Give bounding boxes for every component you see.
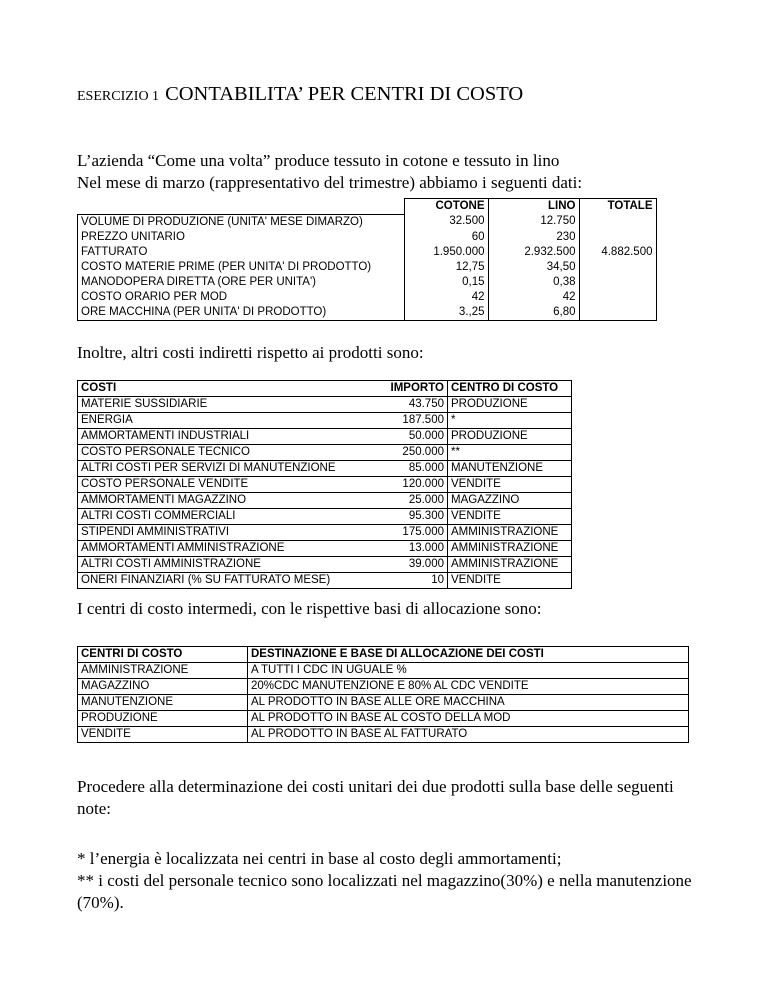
table-row — [78, 663, 689, 679]
table-row — [78, 509, 572, 525]
column-header-costi: COSTI — [78, 381, 385, 397]
cost-amount: 95.300 — [384, 509, 448, 525]
cell-lino: 230 — [488, 230, 579, 245]
table-row — [78, 493, 572, 509]
row-label: ORE MACCHINA (PER UNITA' DI PRODOTTO) — [78, 305, 405, 321]
table-row — [78, 711, 689, 727]
indirect-costs-table — [77, 380, 572, 589]
cost-center: MAGAZZINO — [448, 493, 572, 509]
cell-lino: 42 — [488, 290, 579, 305]
row-label: FATTURATO — [78, 245, 405, 260]
cell-totale — [579, 275, 656, 290]
cell-cotone: 3.,25 — [404, 305, 488, 321]
cost-name: ALTRI COSTI COMMERCIALI — [78, 509, 385, 525]
cell-totale — [579, 260, 656, 275]
cost-center: VENDITE — [448, 509, 572, 525]
cost-name: ONERI FINANZIARI (% SU FATTURATO MESE) — [78, 573, 385, 589]
cost-center-name: MAGAZZINO — [78, 679, 248, 695]
cell-lino: 34,50 — [488, 260, 579, 275]
exercise-number: ESERCIZIO 1 — [77, 89, 160, 104]
row-label: PREZZO UNITARIO — [78, 230, 405, 245]
row-label: COSTO ORARIO PER MOD — [78, 290, 405, 305]
table-row — [78, 695, 689, 711]
cost-center-name: PRODUZIONE — [78, 711, 248, 727]
exercise-heading: CONTABILITA’ PER CENTRI DI COSTO — [165, 83, 524, 105]
cell-totale: 4.882.500 — [579, 245, 656, 260]
cost-name: ALTRI COSTI PER SERVIZI DI MANUTENZIONE — [78, 461, 385, 477]
cost-amount: 50.000 — [384, 429, 448, 445]
cost-name: AMMORTAMENTI INDUSTRIALI — [78, 429, 385, 445]
table-row — [78, 290, 657, 305]
note-energy: * l’energia è localizzata nei centri in base al costo degli ammortamenti; — [77, 849, 562, 868]
cost-amount: 25.000 — [384, 493, 448, 509]
cell-lino: 2.932.500 — [488, 245, 579, 260]
cell-totale — [579, 290, 656, 305]
table-row — [78, 541, 572, 557]
table-row — [78, 260, 657, 275]
table-header-row — [78, 381, 572, 397]
cost-center-name: MANUTENZIONE — [78, 695, 248, 711]
table-row — [78, 679, 689, 695]
column-header-destinazione: DESTINAZIONE E BASE DI ALLOCAZIONE DEI COSTI — [248, 647, 689, 663]
table-row — [78, 445, 572, 461]
cost-centers-table — [77, 646, 689, 743]
allocation-base: AL PRODOTTO IN BASE AL COSTO DELLA MOD — [248, 711, 689, 727]
intro-line-2: Nel mese di marzo (rappresentativo del trimestre) abbiamo i seguenti dati: — [77, 173, 583, 192]
cost-center: VENDITE — [448, 573, 572, 589]
cell-cotone: 1.950.000 — [404, 245, 488, 260]
cost-amount: 175.000 — [384, 525, 448, 541]
allocation-base: AL PRODOTTO IN BASE AL FATTURATO — [248, 727, 689, 743]
cost-center: PRODUZIONE — [448, 429, 572, 445]
cost-center: ** — [448, 445, 572, 461]
intro-line-1: L’azienda “Come una volta” produce tessuto in cotone e tessuto in lino — [77, 151, 560, 170]
table-row — [78, 461, 572, 477]
notes-section — [77, 848, 717, 914]
cost-name: AMMORTAMENTI MAGAZZINO — [78, 493, 385, 509]
cost-name: COSTO PERSONALE VENDITE — [78, 477, 385, 493]
table-row — [78, 230, 657, 245]
column-header-lino: LINO — [488, 199, 579, 215]
row-label: COSTO MATERIE PRIME (PER UNITA' DI PRODOTTO) — [78, 260, 405, 275]
cost-amount: 10 — [384, 573, 448, 589]
table-row — [78, 573, 572, 589]
other-costs-intro: Inoltre, altri costi indiretti rispetto ai prodotti sono: — [77, 343, 424, 362]
table-row — [78, 305, 657, 321]
table-header-row — [78, 199, 657, 215]
cost-name: MATERIE SUSSIDIARIE — [78, 397, 385, 413]
table-row — [78, 275, 657, 290]
allocation-base: 20%CDC MANUTENZIONE E 80% AL CDC VENDITE — [248, 679, 689, 695]
intro-paragraph — [77, 150, 582, 194]
column-header-cotone: COTONE — [404, 199, 488, 215]
cost-amount: 85.000 — [384, 461, 448, 477]
cell-lino: 6,80 — [488, 305, 579, 321]
table-header-row — [78, 647, 689, 663]
table-row — [78, 429, 572, 445]
cell-totale — [579, 230, 656, 245]
note-technical-staff: ** i costi del personale tecnico sono localizzati nel magazzino(30%) e nella manutenzione (70%). — [77, 871, 692, 912]
cost-amount: 120.000 — [384, 477, 448, 493]
cost-name: ALTRI COSTI AMMINISTRAZIONE — [78, 557, 385, 573]
cell-cotone: 32.500 — [404, 214, 488, 230]
cost-amount: 39.000 — [384, 557, 448, 573]
cost-center: AMMINISTRAZIONE — [448, 541, 572, 557]
exercise-title — [77, 83, 523, 106]
cell-totale — [579, 305, 656, 321]
column-header-centri: CENTRI DI COSTO — [78, 647, 248, 663]
cost-name: COSTO PERSONALE TECNICO — [78, 445, 385, 461]
column-header-centro: CENTRO DI COSTO — [448, 381, 572, 397]
cell-cotone: 0,15 — [404, 275, 488, 290]
table-row — [78, 413, 572, 429]
cost-center: PRODUZIONE — [448, 397, 572, 413]
allocation-base: A TUTTI I CDC IN UGUALE % — [248, 663, 689, 679]
cell-cotone: 60 — [404, 230, 488, 245]
cost-amount: 250.000 — [384, 445, 448, 461]
cost-name: STIPENDI AMMINISTRATIVI — [78, 525, 385, 541]
cost-center: VENDITE — [448, 477, 572, 493]
column-header-importo: IMPORTO — [384, 381, 448, 397]
cell-lino: 12.750 — [488, 214, 579, 230]
cell-lino: 0,38 — [488, 275, 579, 290]
cost-amount: 187.500 — [384, 413, 448, 429]
row-label: VOLUME DI PRODUZIONE (UNITA' MESE DIMARZO) — [78, 214, 405, 230]
column-header-totale: TOTALE — [579, 199, 656, 215]
cost-name: AMMORTAMENTI AMMINISTRAZIONE — [78, 541, 385, 557]
table-row — [78, 525, 572, 541]
cost-center: AMMINISTRAZIONE — [448, 557, 572, 573]
cost-amount: 13.000 — [384, 541, 448, 557]
instructions-paragraph: Procedere alla determinazione dei costi unitari dei due prodotti sulla base delle seguenti note: — [77, 777, 674, 818]
production-data-table — [77, 198, 657, 321]
table-row — [78, 557, 572, 573]
cell-totale — [579, 214, 656, 230]
cost-name: ENERGIA — [78, 413, 385, 429]
cost-amount: 43.750 — [384, 397, 448, 413]
cell-cotone: 42 — [404, 290, 488, 305]
cost-center: MANUTENZIONE — [448, 461, 572, 477]
cost-centers-intro: I centri di costo intermedi, con le rispettive basi di allocazione sono: — [77, 599, 542, 618]
cost-center: * — [448, 413, 572, 429]
table-row — [78, 214, 657, 230]
table-row — [78, 727, 689, 743]
table-row — [78, 245, 657, 260]
row-label: MANODOPERA DIRETTA (ORE PER UNITA') — [78, 275, 405, 290]
table-row — [78, 477, 572, 493]
cell-cotone: 12,75 — [404, 260, 488, 275]
table-row — [78, 397, 572, 413]
cost-center: AMMINISTRAZIONE — [448, 525, 572, 541]
allocation-base: AL PRODOTTO IN BASE ALLE ORE MACCHINA — [248, 695, 689, 711]
cost-center-name: VENDITE — [78, 727, 248, 743]
cost-center-name: AMMINISTRAZIONE — [78, 663, 248, 679]
